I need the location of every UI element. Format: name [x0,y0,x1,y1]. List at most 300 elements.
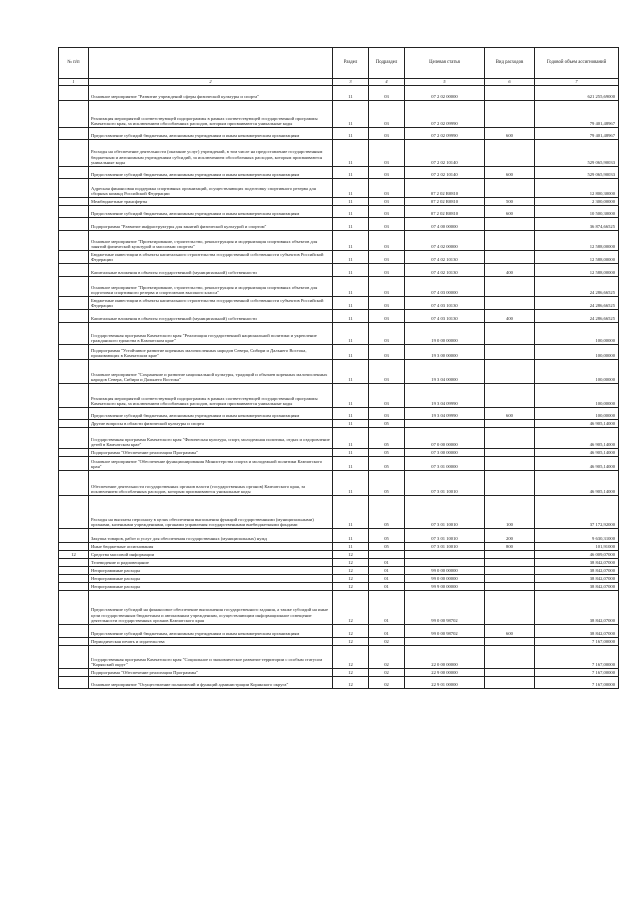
header-row [59,48,619,79]
cell-subsection: 05 [369,529,405,543]
cell-subsection [369,551,405,559]
cell-number [59,567,89,575]
cell-amount: 621 255,69000 [535,86,619,101]
cell-subsection: 03 [369,231,405,251]
cell-subsection: 05 [369,428,405,449]
table-row [59,471,619,496]
cell-number [59,101,89,128]
cell-target-article: 99 0 00 98702 [405,625,485,638]
cell-expense-type [485,428,535,449]
cell-expense-type [485,646,535,669]
cell-number [59,140,89,167]
cell-target-article: 99 0 00 00000 [405,575,485,583]
cell-target-article: 99 9 00 00000 [405,583,485,591]
cell-expense-type [485,251,535,264]
table-row [59,408,619,420]
cell-number [59,384,89,408]
cell-subsection: 03 [369,101,405,128]
cell-amount: 10 500,30000 [535,206,619,218]
cell-target-article: 19 3 00 00000 [405,345,485,360]
cell-number [59,218,89,231]
cell-amount: 12 588,00000 [535,251,619,264]
cell-amount: 9 630,31000 [535,529,619,543]
budget-table-sheet [58,47,618,689]
cell-name: Непрограммные расходы [89,567,333,575]
table-row [59,179,619,198]
table-row [59,551,619,559]
cell-name: Государственная программа Камчатского края "Физическая культура, спорт, молодежная политика, отдых и оздоровление детей в Камчатском крае" [89,428,333,449]
cell-amount: 46 905,14000 [535,457,619,471]
cell-expense-type [485,567,535,575]
cell-target-article: 07 3 01 10010 [405,471,485,496]
cell-expense-type [485,101,535,128]
cell-section: 11 [333,179,369,198]
cell-target-article: 07 4 03 10130 [405,297,485,310]
table-row [59,360,619,384]
cell-amount: 100,00000 [535,408,619,420]
cell-amount: 46 905,14000 [535,471,619,496]
cell-expense-type: 500 [485,198,535,206]
cell-subsection: 03 [369,264,405,277]
cell-section: 11 [333,496,369,529]
cell-amount: 529 065,90033 [535,140,619,167]
table-row [59,218,619,231]
cell-expense-type: 600 [485,625,535,638]
table-row [59,575,619,583]
cell-expense-type: 400 [485,264,535,277]
cell-amount: 24 286,66525 [535,277,619,297]
cell-amount: 12 800,30000 [535,179,619,198]
cell-target-article: 07 2 02 R0810 [405,179,485,198]
cell-name: Подпрограмма "Обеспечение реализации Программы" [89,449,333,457]
cell-section: 11 [333,251,369,264]
table-row [59,559,619,567]
cell-name: Предоставление субсидий бюджетным, автономным учреждениям и иным некоммерческим организациям [89,408,333,420]
cell-subsection: 03 [369,218,405,231]
cell-expense-type [485,591,535,625]
cell-subsection: 03 [369,345,405,360]
cell-subsection: 05 [369,449,405,457]
cell-section: 11 [333,310,369,323]
cell-section: 11 [333,297,369,310]
cell-subsection: 02 [369,638,405,646]
header-name [89,48,333,79]
cell-section: 12 [333,583,369,591]
cell-amount: 101,91000 [535,543,619,551]
cell-name: Непрограммные расходы [89,583,333,591]
cell-section: 11 [333,543,369,551]
cell-name: Предоставление субсидий бюджетным, автономным учреждениям и иным некоммерческим организациям [89,167,333,179]
cell-target-article: 19 3 04 09990 [405,384,485,408]
cell-name: Предоставление субсидий бюджетным, автономным учреждениям и иным некоммерческим организациям [89,625,333,638]
cell-amount: 24 286,66525 [535,297,619,310]
cell-number [59,167,89,179]
table-row [59,198,619,206]
cell-name: Государственная программа Камчатского края "Социальное и экономическое развитие территории с особым статусом "Корякский округ" [89,646,333,669]
cell-name: Расходы на обеспечение деятельности (оказание услуг) учреждений, в том числе на предоставление государственным бюджетным и автономным учреждениям субсидий, за исключением обособленных расходов, которым присваиваются уникальные коды [89,140,333,167]
cell-amount: 38 842,07000 [535,591,619,625]
cell-target-article: 07 2 02 R0810 [405,206,485,218]
cell-target-article: 07 3 01 10010 [405,496,485,529]
cell-target-article: 07 3 01 10010 [405,543,485,551]
cell-section: 11 [333,128,369,140]
table-row [59,449,619,457]
cell-subsection: 05 [369,420,405,428]
cell-section: 12 [333,575,369,583]
cell-amount: 37 172,92000 [535,496,619,529]
cell-expense-type [485,218,535,231]
cell-number [59,297,89,310]
table-row [59,457,619,471]
table-row [59,625,619,638]
cell-amount: 79 401,48967 [535,101,619,128]
table-row [59,583,619,591]
table-row [59,428,619,449]
cell-amount: 38 842,07000 [535,583,619,591]
cell-amount: 46 905,14000 [535,428,619,449]
cell-name: Предоставление субсидий бюджетным, автономным учреждениям и иным некоммерческим организациям [89,206,333,218]
cell-section: 11 [333,231,369,251]
cell-section: 11 [333,264,369,277]
table-row [59,251,619,264]
cell-name: Обеспечение деятельности государственных органов власти (государственных органов) Камчатского края, за исключением обособленных расходов, которым присваиваются уникальные коды [89,471,333,496]
cell-subsection: 03 [369,179,405,198]
cell-amount: 12 588,00000 [535,264,619,277]
cell-name: Непрограммные расходы [89,575,333,583]
cell-amount: 38 842,07000 [535,575,619,583]
cell-subsection: 03 [369,140,405,167]
cell-amount: 7 167,00000 [535,669,619,677]
cell-number [59,198,89,206]
col-number: 7 [535,79,619,86]
cell-section: 12 [333,591,369,625]
header-number: № п/п [59,48,89,79]
cell-target-article: 07 0 00 00000 [405,428,485,449]
budget-table [58,47,619,689]
cell-section: 11 [333,428,369,449]
table-row [59,543,619,551]
cell-target-article: 07 2 02 10140 [405,140,485,167]
cell-section: 11 [333,323,369,345]
cell-subsection: 03 [369,277,405,297]
table-row [59,128,619,140]
table-row [59,297,619,310]
cell-expense-type: 800 [485,543,535,551]
cell-section: 12 [333,646,369,669]
cell-number [59,543,89,551]
cell-amount: 79 401,48967 [535,128,619,140]
cell-target-article [405,420,485,428]
cell-amount: 24 286,66525 [535,310,619,323]
cell-subsection: 03 [369,251,405,264]
cell-amount: 46 905,14000 [535,449,619,457]
cell-target-article: 07 3 01 10010 [405,529,485,543]
cell-expense-type [485,449,535,457]
cell-target-article: 99 0 00 00000 [405,567,485,575]
cell-section: 11 [333,529,369,543]
cell-expense-type [485,551,535,559]
cell-number [59,449,89,457]
cell-expense-type: 600 [485,206,535,218]
cell-section: 11 [333,360,369,384]
cell-expense-type [485,471,535,496]
cell-target-article: 07 2 02 09990 [405,101,485,128]
cell-number [59,669,89,677]
cell-target-article: 07 2 02 09990 [405,128,485,140]
cell-section: 12 [333,567,369,575]
cell-expense-type [485,457,535,471]
cell-section: 11 [333,408,369,420]
cell-name: Реализация мероприятий соответствующей подпрограммы в рамках соответствующей государственной программы Камчатского края, за исключением обособленных расходов, которым присваиваются уникальные коды [89,101,333,128]
col-number: 5 [405,79,485,86]
cell-number [59,583,89,591]
cell-target-article: 22 0 00 00000 [405,646,485,669]
header-subsection: Подраздел [369,48,405,79]
cell-name: Капитальные вложения в объекты государственной (муниципальной) собственности [89,310,333,323]
cell-section: 12 [333,625,369,638]
cell-expense-type: 400 [485,310,535,323]
cell-amount: 100,00000 [535,360,619,384]
col-number: 2 [89,79,333,86]
cell-name: Основное мероприятие "Сохранение и развитие национальной культуры, традиций и обычаев коренных малочисленных народов Севера, Сибири и Дальнего Востока" [89,360,333,384]
cell-amount: 7 167,00000 [535,677,619,689]
cell-number [59,231,89,251]
cell-target-article: 07 2 02 R0810 [405,198,485,206]
cell-number [59,206,89,218]
cell-number [59,179,89,198]
cell-subsection: 01 [369,591,405,625]
cell-section: 11 [333,384,369,408]
header-annual-amount: Годовой объем ассигнований [535,48,619,79]
table-row [59,496,619,529]
cell-number [59,128,89,140]
cell-subsection: 03 [369,86,405,101]
table-row [59,277,619,297]
cell-number [59,264,89,277]
cell-number [59,360,89,384]
cell-name: Межбюджетные трансферты [89,198,333,206]
cell-expense-type [485,420,535,428]
cell-section: 11 [333,420,369,428]
cell-subsection: 01 [369,567,405,575]
cell-name: Телевидение и радиовещание [89,559,333,567]
cell-amount: 46 009,07000 [535,551,619,559]
cell-subsection: 03 [369,384,405,408]
cell-name: Периодическая печать и издательства [89,638,333,646]
header-target-article: Целевая статья [405,48,485,79]
cell-number [59,575,89,583]
cell-name: Бюджетные инвестиции в объекты капитального строительства государственной собственности субъектов Российской Федерации [89,297,333,310]
cell-expense-type [485,86,535,101]
cell-target-article [405,559,485,567]
cell-expense-type [485,140,535,167]
table-row [59,86,619,101]
cell-subsection: 03 [369,167,405,179]
cell-target-article: 07 2 02 10140 [405,167,485,179]
cell-number [59,428,89,449]
cell-name: Расходы на выплаты персоналу в целях обеспечения выполнения функций государственными (муниципальными) органами, казенными учреждениями, органами управления государственными внебюджетными фондами [89,496,333,529]
cell-name: Основное мероприятие "Обеспечение функционирования Министерства спорта и молодежной политики Камчатского края" [89,457,333,471]
cell-section: 11 [333,218,369,231]
cell-target-article: 07 3 01 00000 [405,457,485,471]
cell-number [59,638,89,646]
table-row [59,167,619,179]
cell-section: 11 [333,167,369,179]
cell-number [59,457,89,471]
cell-number [59,646,89,669]
cell-number [59,345,89,360]
cell-name: Основное мероприятие "Осуществление полномочий и функций администрации Корякского округа" [89,677,333,689]
cell-expense-type [485,575,535,583]
cell-name: Закупка товаров, работ и услуг для обеспечения государственных (муниципальных) нужд [89,529,333,543]
cell-target-article: 07 4 02 10130 [405,264,485,277]
cell-subsection: 01 [369,583,405,591]
cell-expense-type [485,669,535,677]
table-row [59,384,619,408]
cell-expense-type: 600 [485,167,535,179]
header-section: Раздел [333,48,369,79]
cell-expense-type [485,583,535,591]
cell-target-article: 07 4 03 10130 [405,310,485,323]
cell-section: 11 [333,140,369,167]
cell-name: Основное мероприятие "Развитие учреждений сферы физической культуры и спорта" [89,86,333,101]
cell-target-article [405,638,485,646]
cell-expense-type: 100 [485,496,535,529]
table-row [59,264,619,277]
cell-name: Бюджетные инвестиции в объекты капитального строительства государственной собственности субъектов Российской Федерации [89,251,333,264]
cell-target-article: 07 4 00 00000 [405,218,485,231]
cell-section: 11 [333,198,369,206]
cell-number [59,420,89,428]
cell-number [59,591,89,625]
cell-number [59,251,89,264]
cell-name: Средства массовой информации [89,551,333,559]
cell-section: 12 [333,677,369,689]
cell-subsection: 03 [369,360,405,384]
cell-amount: 100,00000 [535,384,619,408]
table-row [59,638,619,646]
cell-name: Подпрограмма "Устойчивое развитие коренных малочисленных народов Севера, Сибири и Дальнего Востока, проживающих в Камчатском крае" [89,345,333,360]
cell-amount: 7 167,00000 [535,638,619,646]
cell-amount: 38 842,07000 [535,625,619,638]
cell-amount: 2 300,00000 [535,198,619,206]
cell-amount: 38 842,07000 [535,559,619,567]
cell-expense-type [485,231,535,251]
cell-name: Подпрограмма "Обеспечение реализации Программы" [89,669,333,677]
cell-subsection: 03 [369,323,405,345]
cell-subsection: 03 [369,128,405,140]
cell-subsection: 05 [369,471,405,496]
cell-section: 11 [333,206,369,218]
cell-expense-type [485,297,535,310]
cell-expense-type: 600 [485,128,535,140]
cell-target-article: 07 3 00 00000 [405,449,485,457]
cell-amount: 36 874,66525 [535,218,619,231]
cell-subsection: 05 [369,457,405,471]
cell-expense-type [485,179,535,198]
cell-target-article: 19 3 04 09990 [405,408,485,420]
cell-section: 11 [333,457,369,471]
cell-number [59,323,89,345]
table-row [59,420,619,428]
table-row [59,345,619,360]
cell-subsection: 02 [369,669,405,677]
cell-number [59,408,89,420]
cell-subsection: 01 [369,625,405,638]
cell-expense-type: 200 [485,529,535,543]
cell-amount: 100,00000 [535,323,619,345]
cell-subsection: 01 [369,559,405,567]
cell-section: 11 [333,277,369,297]
table-row [59,669,619,677]
cell-expense-type [485,360,535,384]
cell-subsection: 05 [369,496,405,529]
cell-expense-type [485,638,535,646]
cell-subsection: 03 [369,310,405,323]
cell-section: 12 [333,559,369,567]
cell-number [59,496,89,529]
cell-target-article: 99 0 00 98702 [405,591,485,625]
cell-section: 11 [333,471,369,496]
col-number: 4 [369,79,405,86]
cell-subsection: 03 [369,408,405,420]
table-row [59,591,619,625]
cell-number [59,86,89,101]
table-row [59,231,619,251]
cell-target-article [405,551,485,559]
table-row [59,567,619,575]
cell-section: 11 [333,449,369,457]
table-row [59,529,619,543]
cell-expense-type [485,384,535,408]
cell-section: 12 [333,551,369,559]
cell-target-article: 22 9 01 00000 [405,677,485,689]
cell-target-article: 07 4 02 00000 [405,231,485,251]
col-number: 1 [59,79,89,86]
cell-subsection: 01 [369,575,405,583]
cell-section: 11 [333,101,369,128]
cell-name: Иные бюджетные ассигнования [89,543,333,551]
cell-name: Основное мероприятие "Проектирование, строительство, реконструкция и модернизация спортивных объектов для подготовки спортивного резерва и спортсменов высокого класса" [89,277,333,297]
table-body [59,79,619,689]
cell-subsection: 05 [369,543,405,551]
cell-name: Другие вопросы в области физической культуры и спорта [89,420,333,428]
cell-section: 12 [333,638,369,646]
col-number: 3 [333,79,369,86]
header-expense-type: Вид расходов [485,48,535,79]
cell-amount: 12 588,00000 [535,231,619,251]
cell-number [59,529,89,543]
column-numbers-row [59,79,619,86]
cell-expense-type [485,677,535,689]
cell-amount: 100,00000 [535,345,619,360]
cell-amount: 529 065,90033 [535,167,619,179]
table-row [59,206,619,218]
cell-name: Предоставление субсидий на финансовое обеспечение выполнения государственного задания, а также субсидий на иные цели государственным бюджетным и автономным учреждениям, осуществляющим информационное освещение деятельности государственных органов Камчатского края [89,591,333,625]
cell-subsection: 03 [369,206,405,218]
cell-number [59,559,89,567]
cell-name: Адресная финансовая поддержка спортивных организаций, осуществляющих подготовку спортивного резерва для сборных команд Российской Федерации [89,179,333,198]
table-row [59,677,619,689]
cell-subsection: 03 [369,198,405,206]
col-number: 6 [485,79,535,86]
cell-name: Капитальные вложения в объекты государственной (муниципальной) собственности [89,264,333,277]
cell-name: Государственная программа Камчатского края "Реализация государственной национальной политики и укрепление гражданского единства в Камчатском крае" [89,323,333,345]
cell-subsection: 02 [369,677,405,689]
cell-name: Реализация мероприятий соответствующей подпрограммы в рамках соответствующей государственной программы Камчатского края, за исключением обособленных расходов, которым присваиваются уникальные коды [89,384,333,408]
cell-number: 12 [59,551,89,559]
cell-amount: 7 167,00000 [535,646,619,669]
